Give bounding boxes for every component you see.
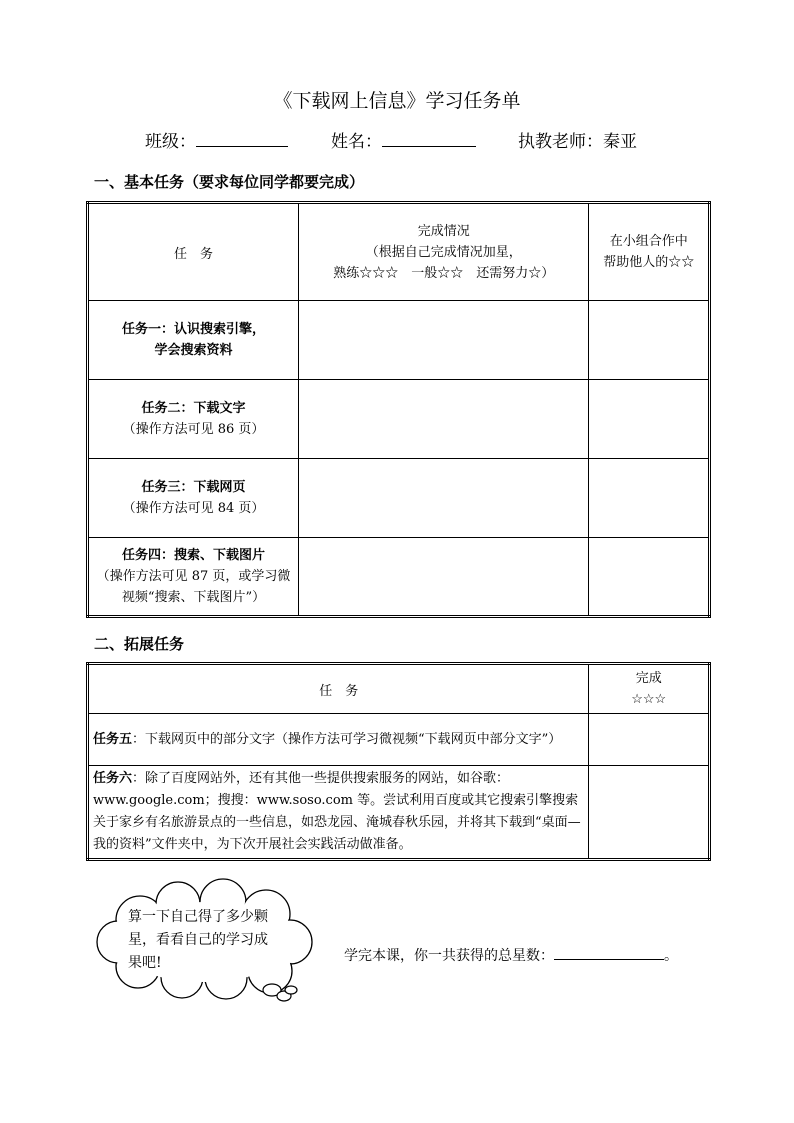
task-cell (88, 459, 299, 538)
teacher-field (518, 127, 637, 152)
table-row (88, 459, 710, 538)
cloud-text: 算一下自己得了多少颗星，看看自己的学习成果吧! (128, 909, 268, 971)
header-help-line2: 帮助他人的☆☆ (603, 255, 695, 270)
header-done (589, 664, 710, 714)
task-cell (88, 380, 299, 459)
table-row (88, 301, 710, 380)
help-cell[interactable] (589, 380, 710, 459)
task-note: 视频“搜索、下载图片”） (121, 590, 266, 605)
class-blank[interactable] (196, 128, 288, 147)
total-stars-blank[interactable] (554, 941, 664, 960)
completion-cell[interactable] (299, 301, 589, 380)
help-cell[interactable] (589, 459, 710, 538)
summary-label: 学完本课，你一共获得的总星数： (344, 948, 554, 964)
task-cell (88, 301, 299, 380)
table-row (88, 714, 710, 766)
task-six-cell (88, 766, 589, 860)
task-title: 任务四：搜索、下载图片 (122, 548, 266, 563)
done-cell[interactable] (589, 766, 710, 860)
class-field (145, 127, 288, 152)
header-help-line1: 在小组合作中 (609, 234, 688, 249)
teacher-label: 执教老师： (518, 132, 603, 152)
help-cell[interactable] (589, 538, 710, 617)
header-completion-title: 完成情况 (417, 223, 470, 239)
name-label: 姓名： (331, 132, 382, 152)
task-cell (88, 538, 299, 617)
header-help (589, 203, 710, 301)
header-done-title: 完成 (635, 671, 662, 686)
header-done-stars: ☆☆☆ (631, 692, 667, 707)
basic-task-table (86, 201, 711, 618)
section-extended-heading: 二、拓展任务 (94, 635, 185, 653)
help-cell[interactable] (589, 301, 710, 380)
summary-line (344, 941, 678, 965)
name-field (331, 127, 476, 152)
task-note: （操作方法可见 84 页） (122, 501, 265, 516)
table-header-row (88, 203, 710, 301)
task-title: 任务二：下载文字 (141, 401, 246, 416)
header-task: 任 务 (88, 203, 299, 301)
task-note: （操作方法可见 87 页，或学习微 (96, 569, 291, 584)
header-completion-rule: （根据自己完成情况加星， (365, 244, 522, 260)
task-note: （操作方法可见 86 页） (122, 422, 265, 437)
summary-end: 。 (664, 948, 678, 964)
task-title: 任务三：下载网页 (141, 480, 246, 495)
completion-cell[interactable] (299, 459, 589, 538)
completion-cell[interactable] (299, 380, 589, 459)
table-row (88, 538, 710, 617)
task-label: 任务五 (93, 731, 133, 747)
task-description: ：下载网页中的部分文字（操作方法可学习微视频“下载网页中部分文字”） (132, 731, 562, 747)
extended-task-table (86, 662, 711, 861)
header-completion-scale: 熟练☆☆☆ 一般☆☆ 还需努力☆） (333, 265, 555, 281)
task-label: 任务六 (93, 771, 133, 786)
task-description: ：除了百度网站外，还有其他一些提供搜索服务的网站，如谷歌：www.google.com；搜搜：www.soso.com 等。尝试利用百度或其它搜索引擎搜索关于家乡有名旅游景点的一些信息，如恐龙园、淹城春秋乐园，并将其下载到“桌面—我的资料”文件夹中，为下次开展社会实践活动做准备。 (93, 771, 581, 852)
table-header-row (88, 664, 710, 714)
class-label: 班级： (145, 132, 196, 152)
name-blank[interactable] (382, 128, 476, 147)
table-row (88, 766, 710, 860)
header-completion (299, 203, 589, 301)
done-cell[interactable] (589, 714, 710, 766)
completion-cell[interactable] (299, 538, 589, 617)
task-five-cell (88, 714, 589, 766)
page-title: 《下载网上信息》学习任务单 (273, 90, 521, 112)
section-basic-heading: 一、基本任务（要求每位同学都要完成） (94, 173, 365, 191)
task-title: 任务一：认识搜索引擎， (122, 322, 266, 337)
student-info-line (0, 127, 794, 153)
table-row (88, 380, 710, 459)
task-subtitle: 学会搜索资料 (154, 343, 233, 358)
teacher-name: 秦亚 (603, 132, 637, 152)
header-task: 任 务 (88, 664, 589, 714)
